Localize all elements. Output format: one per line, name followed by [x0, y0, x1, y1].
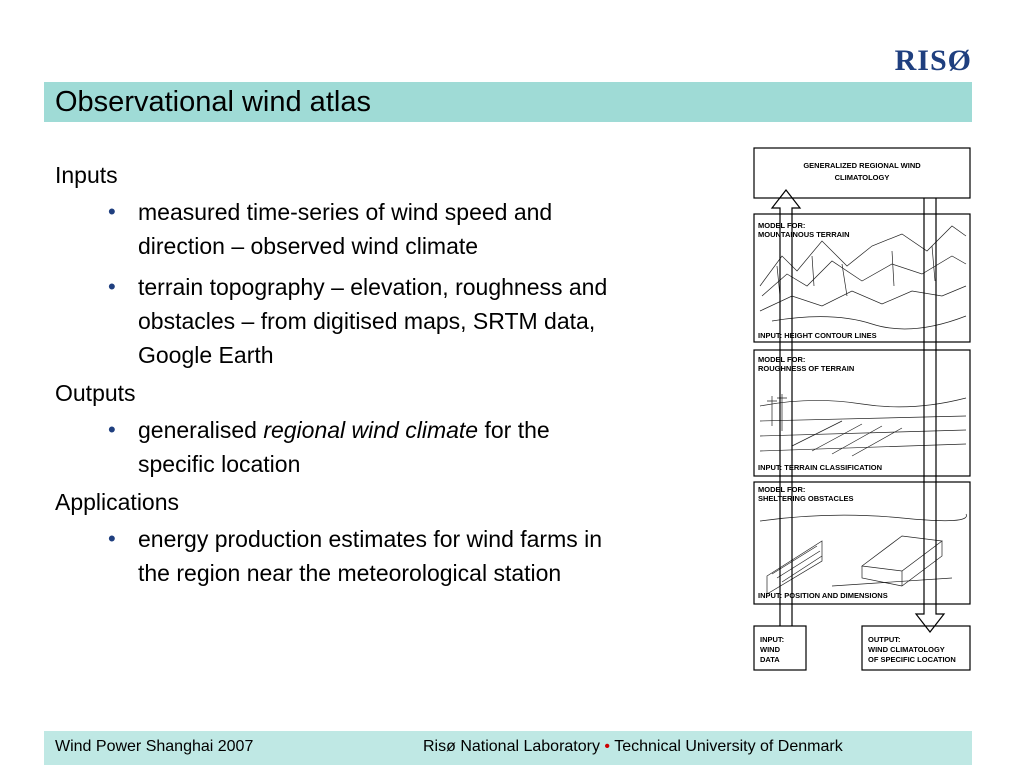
panel-label: ROUGHNESS OF TERRAIN — [758, 364, 855, 373]
footer-org-riso: Risø National Laboratory — [423, 738, 600, 755]
bullet-line: terrain topography – elevation, roughness and — [138, 274, 608, 300]
footer-bar — [44, 731, 972, 765]
slide-content — [55, 158, 735, 594]
bullet-item — [108, 192, 735, 267]
footer-org-dtu: Technical University of Denmark — [614, 738, 843, 755]
output-box-line: WIND CLIMATOLOGY — [868, 645, 945, 654]
bullet-line: energy production estimates for wind farms in — [138, 526, 603, 552]
bullet-text: for the — [478, 417, 550, 443]
bullet-icon: • — [108, 417, 116, 442]
top-box-line: CLIMATOLOGY — [834, 173, 890, 182]
panel-label: MOUNTAINOUS TERRAIN — [758, 230, 850, 239]
panel-input: INPUT: HEIGHT CONTOUR LINES — [758, 331, 877, 340]
bullet-line — [138, 413, 735, 447]
bullet-line: the region near the meteorological station — [138, 560, 562, 586]
footer-event: Wind Power Shanghai 2007 — [55, 738, 254, 755]
panel-label: MODEL FOR: — [758, 485, 806, 494]
footer-separator: • — [604, 738, 611, 755]
bullet-icon: • — [108, 199, 116, 224]
output-box-line: OF SPECIFIC LOCATION — [868, 655, 956, 664]
bullet-line: direction – observed wind climate — [138, 233, 479, 259]
riso-logo: RISØ — [894, 44, 972, 77]
bullet-line: specific location — [138, 451, 301, 477]
wind-atlas-methodology-figure — [752, 146, 972, 672]
panel-label: SHELTERING OBSTACLES — [758, 494, 854, 503]
bullet-line: obstacles – from digitised maps, SRTM data, — [138, 308, 596, 334]
panel-label: MODEL FOR: — [758, 355, 806, 364]
input-box-line: DATA — [760, 655, 780, 664]
input-box-line: WIND — [760, 645, 780, 654]
panel-label: MODEL FOR: — [758, 221, 806, 230]
bullet-item — [108, 267, 735, 376]
section-heading-outputs: Outputs — [55, 380, 136, 406]
bullet-icon: • — [108, 274, 116, 299]
bullet-line: Google Earth — [138, 342, 274, 368]
output-box-line: OUTPUT: — [868, 635, 901, 644]
bullet-icon: • — [108, 526, 116, 551]
bullet-item — [108, 410, 735, 485]
panel-input: INPUT: TERRAIN CLASSIFICATION — [758, 463, 883, 472]
title-bar — [44, 82, 972, 122]
section-heading-inputs: Inputs — [55, 162, 118, 188]
top-box-line: GENERALIZED REGIONAL WIND — [803, 161, 921, 170]
footer-organization — [423, 738, 843, 756]
panel-input: INPUT: POSITION AND DIMENSIONS — [758, 591, 888, 600]
bullet-emphasis: regional wind climate — [263, 417, 479, 443]
methodology-diagram — [752, 146, 972, 672]
bullet-item — [108, 519, 735, 594]
section-heading-applications: Applications — [55, 489, 180, 515]
bullet-text: generalised — [138, 417, 264, 443]
bullet-line: measured time-series of wind speed and — [138, 199, 553, 225]
input-box-line: INPUT: — [760, 635, 785, 644]
slide-title: Observational wind atlas — [55, 86, 371, 118]
